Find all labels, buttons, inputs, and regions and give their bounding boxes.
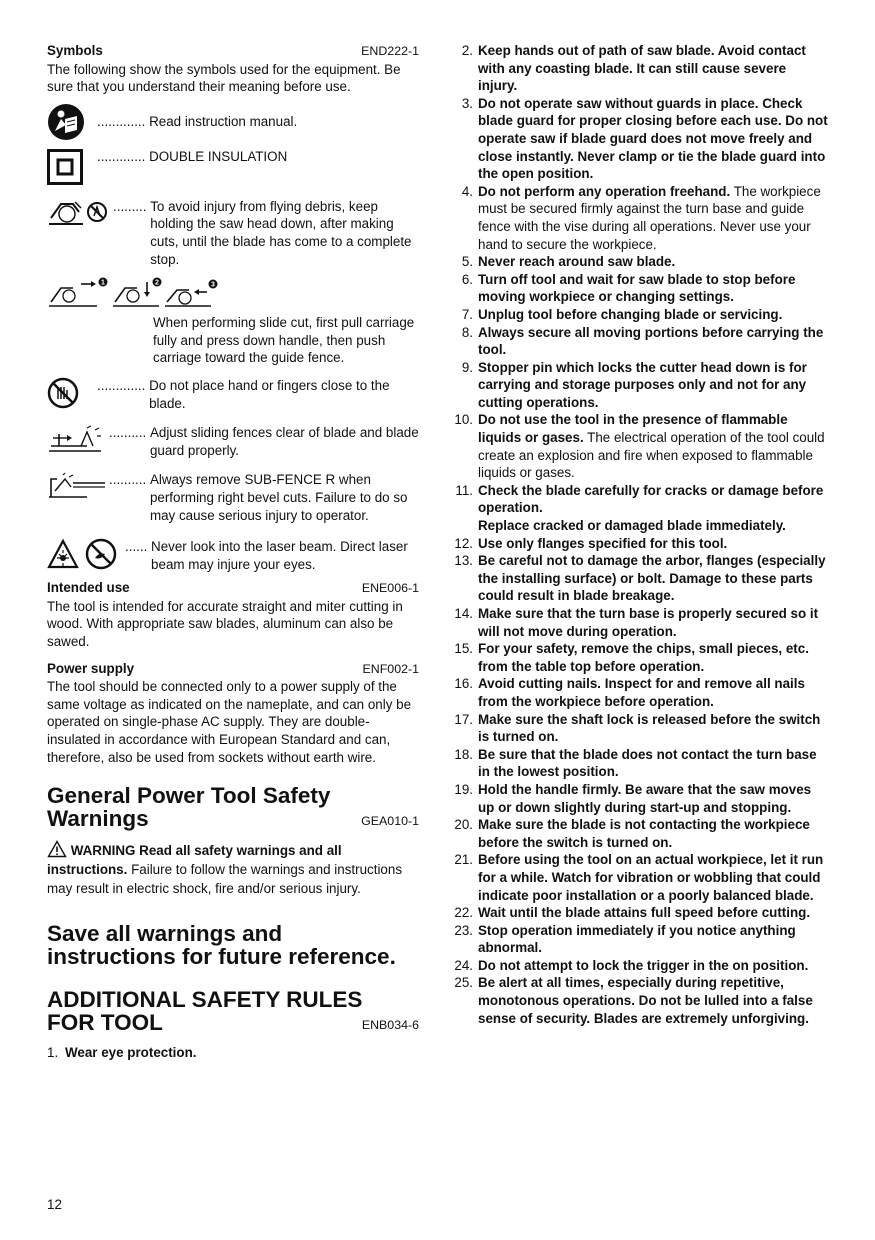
symbol-text: To avoid injury from flying debris, keep holding the saw head down, after making cuts, until the blade has come to a complete stop. — [150, 198, 412, 267]
rule-item — [452, 253, 828, 271]
rule-number: 8. — [461, 324, 473, 340]
symbol-dots: .......... — [109, 472, 150, 488]
laser-warning-icon — [47, 538, 125, 570]
rule-number: 15. — [454, 641, 473, 657]
rule-item: 1. Wear eye protection. — [47, 1045, 197, 1061]
rule-bold-text: Turn off tool and wait for saw blade to stop before moving workpiece or changing settings. — [478, 271, 796, 305]
general-safety-heading — [47, 784, 419, 830]
rule-number: 22. — [454, 905, 473, 921]
rule-number: 4. — [461, 183, 473, 199]
symbol-dots: ...... — [125, 539, 152, 555]
intended-use-code: ENE006-1 — [361, 581, 419, 596]
rule-item — [452, 306, 828, 324]
symbol-text: DOUBLE INSULATION — [149, 148, 288, 164]
rule-bold-text: Stopper pin which locks the cutter head down is for carrying and storage purposes only and not for any cutting operations. — [478, 359, 807, 410]
saw-head-hold-icon — [47, 198, 113, 228]
rule-number: 23. — [454, 922, 473, 938]
rules-list-right — [452, 42, 828, 1027]
rule-bold-text: Do not perform any operation freehand. — [478, 183, 731, 199]
rule-item — [452, 359, 828, 412]
rule-bold-text: Hold the handle firmly. Be aware that the saw moves up or down slightly during start-up and stopping. — [478, 781, 812, 815]
rule-item — [452, 851, 828, 904]
symbol-row-sliding-fence — [47, 424, 419, 459]
rule-bold-text: Unplug tool before changing blade or servicing. — [478, 306, 783, 322]
sliding-fence-icon — [47, 424, 109, 454]
symbol-dots: ............. — [97, 148, 150, 164]
rule-item — [452, 552, 828, 605]
rule-number: 18. — [454, 746, 473, 762]
rule-number: 24. — [454, 957, 473, 973]
rule-number: 20. — [454, 817, 473, 833]
rule-bold-text: Be sure that the blade does not contact the turn base in the lowest position. — [478, 746, 817, 780]
intended-use-header — [47, 579, 419, 598]
rule-item — [452, 535, 828, 553]
right-column — [452, 42, 828, 1027]
rule-number: 11. — [455, 482, 473, 498]
rule-item — [452, 411, 828, 481]
sub-fence-icon — [47, 471, 109, 501]
additional-rules-code: ENB034-6 — [361, 1017, 419, 1032]
symbol-row-saw-head — [47, 198, 419, 268]
intended-use-title: Intended use — [47, 580, 130, 596]
slide-step-1-label: 1 — [101, 279, 105, 287]
rule-number: 5. — [461, 254, 473, 270]
symbol-dots: ............. — [97, 377, 150, 393]
symbols-title: Symbols — [47, 43, 103, 58]
rule-item — [452, 974, 828, 1027]
rule-item — [452, 271, 828, 306]
rule-number: 21. — [454, 852, 473, 868]
left-column — [47, 42, 419, 1062]
general-safety-title-line2: Warnings — [47, 806, 149, 832]
rule-number: 14. — [454, 606, 473, 621]
warning-paragraph — [47, 840, 419, 898]
warning-body-text: Failure to follow the warnings and instructions may result in electric shock, fire and/or serious injury. — [47, 862, 403, 897]
rule-number: 13. — [454, 553, 473, 569]
rule-item — [452, 605, 828, 640]
slide-step-2-label: 2 — [155, 279, 159, 287]
rule-bold-text: Use only flanges specified for this tool. — [478, 535, 728, 551]
power-supply-text: The tool should be connected only to a power supply of the same voltage as indicated on the nameplate, and can only be operated on single-phase AC supply. They are double-insulated in accordance with European Standard and can, therefore, also be used from sockets without earth wire. — [47, 679, 412, 765]
symbol-dots: ......... — [113, 198, 151, 214]
rule-item — [452, 183, 828, 253]
no-hands-near-blade-icon — [47, 377, 97, 409]
rule-bold-text: Check the blade carefully for cracks or damage before operation. — [478, 482, 824, 516]
symbol-row-manual — [47, 102, 419, 142]
rule-item — [452, 675, 828, 710]
symbol-dots: .......... — [109, 425, 150, 441]
rule-bold-text: Keep hands out of path of saw blade. Avoid contact with any coasting blade. It can still cause severe injury. — [478, 43, 806, 94]
rule-item — [452, 957, 828, 975]
rule-item — [452, 746, 828, 781]
rule-number: 3. — [461, 95, 473, 111]
power-supply-title: Power supply — [47, 660, 135, 676]
rule-item — [452, 816, 828, 851]
rule-bold-text: Do not operate saw without guards in place. Check blade guard for proper closing before each use. Do not operate saw if blade guard does not move freely and close instantly. Never clamp or tie the blade guard into the open position. — [478, 95, 828, 182]
intended-use-text: The tool is intended for accurate straight and miter cutting in wood. With appropriate saw blades, aluminum can also be sawed. — [47, 598, 403, 650]
rule-bold-text: Avoid cutting nails. Inspect for and remove all nails from the workpiece before operation. — [478, 676, 805, 709]
additional-rules-heading — [47, 988, 419, 1034]
save-warnings-line2: instructions for future reference. — [47, 944, 396, 970]
rule-number: 19. — [454, 781, 473, 797]
rules-list-left — [41, 1044, 419, 1062]
rule-bold-text: Make sure that the turn base is properly secured so it will not move during operation. — [478, 606, 819, 639]
general-safety-title-line1: General Power Tool Safety — [47, 783, 331, 809]
symbols-intro: The following show the symbols used for the equipment. Be sure that you understand their meaning before use. — [47, 61, 401, 95]
symbol-dots: ............. — [97, 113, 150, 129]
rule-item — [452, 95, 828, 183]
rule-number: 9. — [461, 359, 473, 375]
slide-cut-steps-icon — [47, 276, 419, 310]
rule-bold-text: Do not use the tool in the presence of flammable liquids or gases. — [478, 412, 788, 446]
rule-number: 16. — [454, 676, 473, 692]
rule-number: 6. — [461, 271, 473, 287]
rule-item — [452, 640, 828, 675]
rule-item — [452, 711, 828, 746]
rule-item — [452, 324, 828, 359]
symbol-row-laser — [47, 538, 419, 573]
rule-number: 10. — [454, 412, 473, 428]
general-safety-code: GEA010-1 — [361, 813, 419, 828]
rule-bold-text: Be alert at all times, especially during repetitive, monotonous operations. Do not be lulled into a false sense of security. Blades are extremely unforgiving. — [478, 975, 813, 1026]
symbol-text: Adjust sliding fences clear of blade and blade guard properly. — [149, 425, 419, 458]
symbol-row-slide-cut — [47, 314, 419, 367]
rule-normal-text: The electrical operation of the tool could create an explosion and fire when exposed to flammable liquids or gases. — [478, 430, 825, 481]
rule-bold-text: For your safety, remove the chips, small pieces, etc. from the table top before operation. — [478, 641, 809, 674]
rule-number: 25. — [454, 975, 473, 991]
rule-bold-text-2: Replace cracked or damaged blade immediately. — [478, 518, 786, 534]
additional-rules-title-line1: ADDITIONAL SAFETY RULES — [47, 987, 363, 1013]
rule-bold-text: Stop operation immediately if you notice anything abnormal. — [478, 922, 796, 956]
additional-rules-title-line2: FOR TOOL — [47, 1010, 163, 1036]
rule-normal-text: The workpiece must be secured firmly against the turn base and guide fence with the vise during all operations. Never use your hand to secure the workpiece. — [478, 183, 821, 252]
save-warnings-heading — [47, 922, 419, 968]
page-number: 12 — [47, 1197, 62, 1212]
symbol-text: Always remove SUB-FENCE R when performing right bevel cuts. Failure to do so may cause serious injury to operator. — [149, 472, 408, 523]
rule-item — [452, 781, 828, 816]
symbol-text: Never look into the laser beam. Direct laser beam may injure your eyes. — [151, 539, 408, 572]
rule-bold-text: Always secure all moving portions before carrying the tool. — [478, 324, 824, 358]
symbols-code: END222-1 — [361, 44, 419, 58]
symbol-row-no-hands — [47, 377, 419, 412]
double-insulation-icon — [47, 148, 97, 185]
rule-item — [452, 482, 828, 535]
power-supply-header — [47, 660, 419, 679]
rule-number: 7. — [461, 306, 473, 322]
warning-triangle-icon — [47, 840, 67, 858]
symbol-text: Read instruction manual. — [149, 113, 298, 129]
rule-bold-text: Do not attempt to lock the trigger in the on position. — [478, 957, 809, 973]
symbol-row-double-insulation — [47, 148, 419, 188]
power-supply-code: ENF002-1 — [362, 661, 419, 676]
read-manual-icon — [47, 103, 97, 141]
symbol-row-sub-fence — [47, 471, 419, 524]
warning-bold-text: WARNING Read all safety warnings and all instructions. — [47, 843, 342, 878]
rule-item — [452, 904, 828, 922]
symbols-header — [47, 42, 419, 61]
rule-bold-text: Wait until the blade attains full speed before cutting. — [478, 905, 811, 921]
rule-number: 2. — [461, 43, 473, 58]
save-warnings-line1: Save all warnings and — [47, 921, 283, 947]
rule-number: 12. — [454, 535, 473, 551]
rule-item — [452, 42, 828, 95]
rule-bold-text: Make sure the shaft lock is released before the switch is turned on. — [478, 711, 821, 745]
rule-bold-text: Never reach around saw blade. — [478, 254, 676, 270]
slide-step-3-label: 3 — [211, 281, 215, 289]
rule-bold-text: Before using the tool on an actual workpiece, let it run for a while. Watch for vibration or wobbling that could indicate poor installation or a poorly balanced blade. — [478, 852, 824, 903]
rule-bold-text: Make sure the blade is not contacting the workpiece before the switch is turned on. — [478, 817, 810, 850]
symbol-text: When performing slide cut, first pull carriage fully and press down handle, then push carriage toward the guide fence. — [153, 315, 415, 366]
rule-item — [452, 922, 828, 957]
symbol-text: Do not place hand or fingers close to the blade. — [149, 377, 390, 411]
rule-number: 17. — [454, 711, 473, 727]
rule-bold-text: Be careful not to damage the arbor, flanges (especially the installing surface) or bolt. Damage to these parts could result in blade breakage. — [478, 553, 826, 604]
